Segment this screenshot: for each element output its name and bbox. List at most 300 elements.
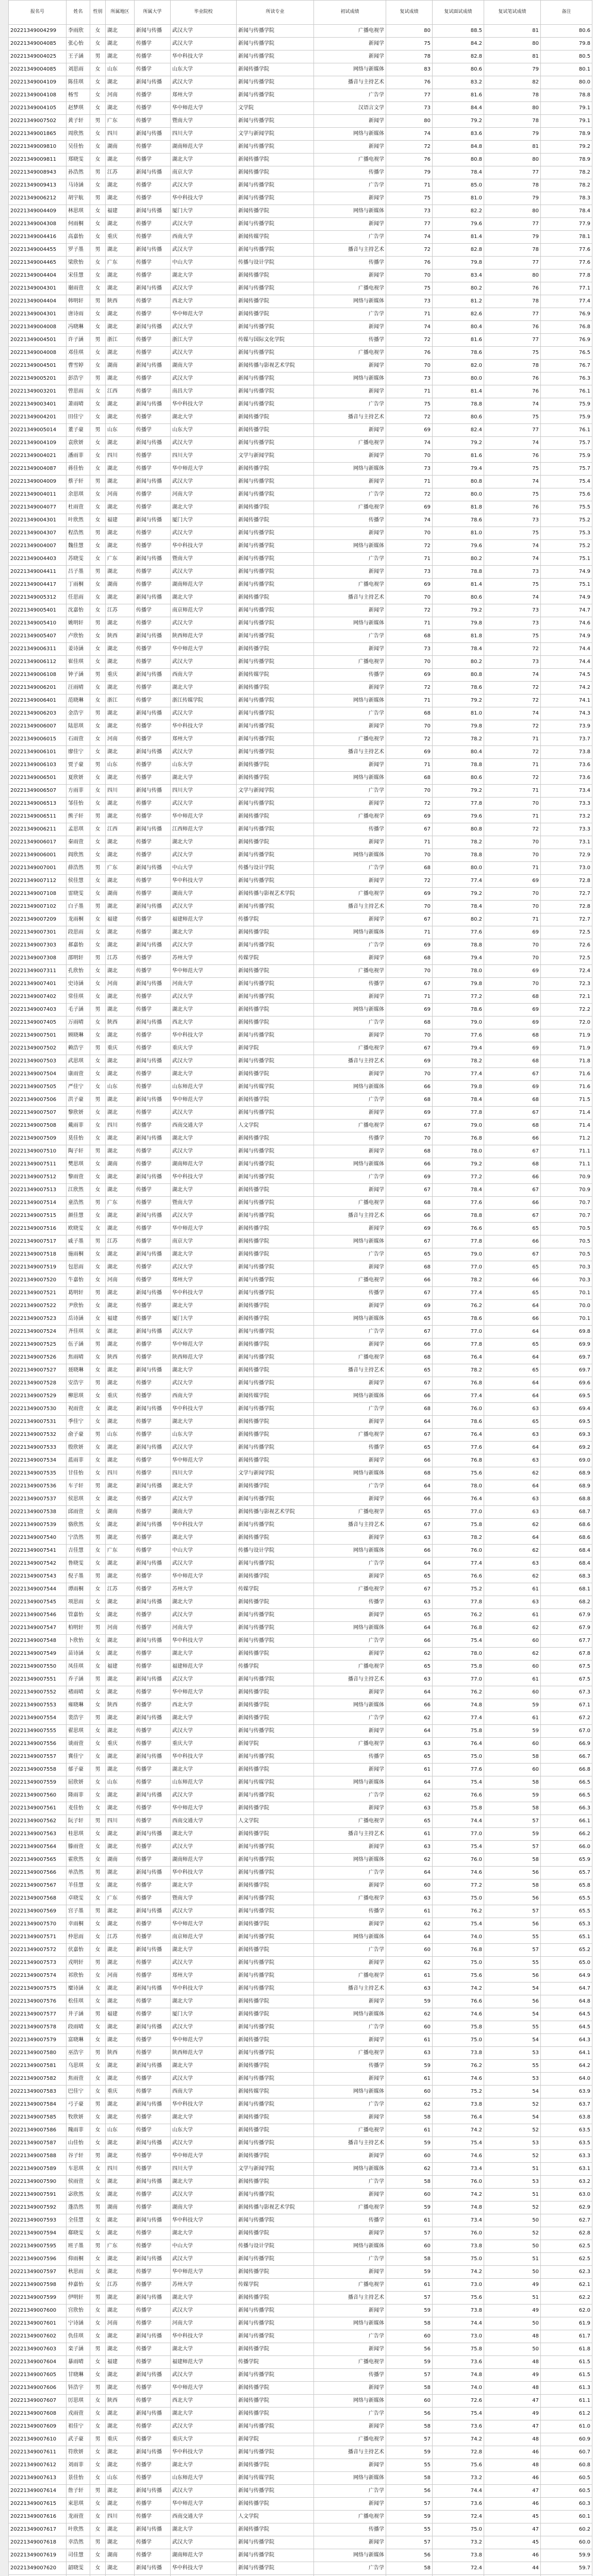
table-cell: 69.6 bbox=[541, 1377, 592, 1390]
table-cell: 85.0 bbox=[433, 179, 484, 192]
table-row bbox=[9, 1583, 592, 1596]
table-cell: 湖北大学 bbox=[171, 1480, 237, 1493]
table-cell: 62.5 bbox=[541, 2240, 592, 2253]
table-cell: 霍欣然 bbox=[67, 1854, 90, 1867]
table-row bbox=[9, 1686, 592, 1699]
table-cell: 72.6 bbox=[541, 939, 592, 952]
table-cell: 传播学 bbox=[135, 656, 171, 669]
table-cell: 20221349007575 bbox=[9, 1982, 67, 1995]
table-cell: 湖北大学 bbox=[171, 501, 237, 514]
table-cell: 50 bbox=[484, 2343, 541, 2356]
table-cell: 史诗涵 bbox=[67, 978, 90, 991]
table-cell: 女 bbox=[90, 991, 106, 1004]
table-cell: 新闻学 bbox=[314, 1145, 386, 1158]
table-cell: 宁诗涵 bbox=[67, 2317, 90, 2330]
table-cell: 81.4 bbox=[433, 385, 484, 398]
table-cell: 59 bbox=[484, 1699, 541, 1712]
table-row bbox=[9, 2369, 592, 2382]
table-row bbox=[9, 965, 592, 978]
table-cell: 77.2 bbox=[433, 1879, 484, 1892]
table-cell: 戴雨菲 bbox=[67, 1120, 90, 1132]
table-cell: 73.6 bbox=[433, 2498, 484, 2511]
table-cell: 洪子豪 bbox=[67, 1094, 90, 1107]
table-cell: 69 bbox=[386, 579, 433, 591]
table-cell: 73 bbox=[484, 566, 541, 579]
table-cell: 75.8 bbox=[433, 1725, 484, 1738]
table-cell: 70.1 bbox=[541, 1313, 592, 1326]
table-cell: 新闻学 bbox=[314, 527, 386, 540]
table-row bbox=[9, 398, 592, 411]
table-cell: 传播学 bbox=[135, 1699, 171, 1712]
table-cell: 68 bbox=[386, 1197, 433, 1210]
table-cell: 75.3 bbox=[541, 527, 592, 540]
table-cell: 女 bbox=[90, 1493, 106, 1506]
table-cell: 新闻与传播 bbox=[135, 862, 171, 875]
table-cell: 武汉大学 bbox=[171, 1145, 237, 1158]
table-cell: 湖北大学 bbox=[171, 1596, 237, 1609]
table-cell: 新闻学 bbox=[314, 2034, 386, 2047]
table-cell: 20221349007537 bbox=[9, 1493, 67, 1506]
table-cell: 73 bbox=[484, 656, 541, 669]
table-cell: 75.0 bbox=[433, 1957, 484, 1970]
table-cell: 湖北 bbox=[106, 2382, 135, 2395]
table-cell: 新闻与传播学院 bbox=[237, 1905, 314, 1918]
table-row bbox=[9, 1609, 592, 1622]
table-cell: 播音与主持艺术 bbox=[314, 76, 386, 89]
table-cell: 20221349007615 bbox=[9, 2498, 67, 2511]
table-row bbox=[9, 2498, 592, 2511]
table-cell: 82.0 bbox=[433, 360, 484, 372]
table-cell: 男 bbox=[90, 2008, 106, 2021]
table-cell: 传播学 bbox=[135, 2047, 171, 2060]
table-cell: 20221349007581 bbox=[9, 2060, 67, 2073]
table-cell: 女 bbox=[90, 1802, 106, 1815]
table-cell: 陕西 bbox=[106, 1351, 135, 1364]
table-cell: 新闻与传播学院 bbox=[237, 2562, 314, 2575]
table-cell: 传播学 bbox=[135, 154, 171, 166]
table-cell: 武汉大学 bbox=[171, 1107, 237, 1120]
table-cell: 70.3 bbox=[541, 1261, 592, 1274]
table-cell: 新闻与传播学院 bbox=[237, 1351, 314, 1364]
table-cell: 新闻传播学院 bbox=[237, 1248, 314, 1261]
table-row bbox=[9, 1029, 592, 1042]
table-cell: 女 bbox=[90, 2330, 106, 2343]
table-cell: 65 bbox=[484, 1287, 541, 1300]
table-cell: 桂思琪 bbox=[67, 1828, 90, 1841]
column-header: 所属大学 bbox=[135, 1, 171, 25]
table-cell: 仇佳琪 bbox=[67, 2330, 90, 2343]
table-cell: 传播学 bbox=[135, 63, 171, 76]
table-row bbox=[9, 1892, 592, 1905]
table-cell: 新闻与传播 bbox=[135, 1673, 171, 1686]
table-row bbox=[9, 1673, 592, 1686]
table-cell: 20221349007001 bbox=[9, 862, 67, 875]
table-cell: 61.7 bbox=[541, 2330, 592, 2343]
table-cell: 新闻学 bbox=[314, 450, 386, 463]
table-cell: 女 bbox=[90, 2523, 106, 2536]
table-cell: 网络与新媒体 bbox=[314, 1699, 386, 1712]
table-cell: 广播电视学 bbox=[314, 2433, 386, 2446]
table-cell: 郁子豪 bbox=[67, 1764, 90, 1776]
table-cell: 传播学 bbox=[135, 759, 171, 772]
table-cell: 女 bbox=[90, 179, 106, 192]
table-cell: 新闻传播学院 bbox=[237, 1944, 314, 1957]
table-cell: 66.7 bbox=[541, 1751, 592, 1764]
table-cell: 苏州大学 bbox=[171, 1583, 237, 1596]
table-cell: 73.6 bbox=[541, 772, 592, 785]
table-cell: 男 bbox=[90, 2382, 106, 2395]
table-cell: 64 bbox=[484, 1442, 541, 1454]
table-cell: 70.5 bbox=[541, 1223, 592, 1235]
table-cell: 四川大学 bbox=[171, 450, 237, 463]
table-cell: 武思琪 bbox=[67, 1055, 90, 1068]
table-cell: 20221349007546 bbox=[9, 1609, 67, 1622]
table-cell: 女 bbox=[90, 347, 106, 360]
table-cell: 新闻学 bbox=[314, 1648, 386, 1660]
table-cell: 河南 bbox=[106, 89, 135, 102]
table-cell: 20221349007553 bbox=[9, 1699, 67, 1712]
table-cell: 20221349006511 bbox=[9, 810, 67, 823]
table-cell: 湖北 bbox=[106, 2189, 135, 2201]
table-cell: 68.8 bbox=[541, 1493, 592, 1506]
table-cell: 55 bbox=[484, 2060, 541, 2073]
table-cell: 新闻学 bbox=[314, 1068, 386, 1081]
table-cell: 70 bbox=[484, 836, 541, 849]
table-cell: 传播学 bbox=[135, 1313, 171, 1326]
table-cell: 新闻传播学院 bbox=[237, 1364, 314, 1377]
table-cell: 20221349007544 bbox=[9, 1583, 67, 1596]
table-cell: 67 bbox=[386, 1042, 433, 1055]
table-cell: 73.4 bbox=[433, 2214, 484, 2227]
table-cell: 80 bbox=[484, 269, 541, 282]
table-cell: 传播学 bbox=[135, 617, 171, 630]
table-cell: 谭雨桐 bbox=[67, 1583, 90, 1596]
table-cell: 传播学 bbox=[314, 1905, 386, 1918]
table-cell: 传播学 bbox=[135, 1235, 171, 1248]
table-cell: 武汉大学 bbox=[171, 25, 237, 38]
table-cell: 73.3 bbox=[541, 823, 592, 836]
table-cell: 湖北 bbox=[106, 1789, 135, 1802]
table-cell: 广播电视学 bbox=[314, 1970, 386, 1982]
table-row bbox=[9, 514, 592, 527]
table-row bbox=[9, 1132, 592, 1145]
table-cell: 麦佳怡 bbox=[67, 1802, 90, 1815]
table-cell: 80.8 bbox=[433, 154, 484, 166]
table-cell: 女 bbox=[90, 682, 106, 694]
table-cell: 女 bbox=[90, 1351, 106, 1364]
table-cell: 新闻学 bbox=[314, 1879, 386, 1892]
table-cell: 山佳怡 bbox=[67, 2137, 90, 2150]
table-cell: 新闻与传播学院 bbox=[237, 1622, 314, 1635]
table-cell: 新闻学 bbox=[314, 321, 386, 334]
table-row bbox=[9, 1995, 592, 2008]
table-cell: 65.3 bbox=[541, 1918, 592, 1931]
table-cell: 新闻传播学院 bbox=[237, 1764, 314, 1776]
table-cell: 20221349007551 bbox=[9, 1673, 67, 1686]
table-cell: 广告学 bbox=[314, 1867, 386, 1879]
table-cell: 74.8 bbox=[433, 2201, 484, 2214]
table-cell: 73.8 bbox=[433, 2304, 484, 2317]
table-cell: 湖北 bbox=[106, 2021, 135, 2034]
table-cell: 卓晓雯 bbox=[67, 1892, 90, 1905]
table-cell: 传播学 bbox=[135, 1145, 171, 1158]
table-cell: 73.2 bbox=[541, 810, 592, 823]
table-cell: 78.8 bbox=[541, 89, 592, 102]
table-cell: 传播学 bbox=[135, 2472, 171, 2485]
table-cell: 74 bbox=[386, 128, 433, 141]
table-cell: 湖北 bbox=[106, 875, 135, 888]
table-cell: 女 bbox=[90, 2227, 106, 2240]
table-cell: 陈佳琪 bbox=[67, 76, 90, 89]
table-cell: 华中师范大学 bbox=[171, 810, 237, 823]
table-cell: 湖北 bbox=[106, 411, 135, 424]
table-cell: 63.5 bbox=[541, 2137, 592, 2150]
table-cell: 79.2 bbox=[433, 694, 484, 707]
table-cell: 女 bbox=[90, 2420, 106, 2433]
table-cell: 73 bbox=[386, 372, 433, 385]
table-cell: 女 bbox=[90, 1557, 106, 1570]
table-cell: 70.9 bbox=[541, 1171, 592, 1184]
table-cell: 男 bbox=[90, 1712, 106, 1725]
table-cell: 70 bbox=[386, 591, 433, 604]
table-row bbox=[9, 1867, 592, 1879]
table-cell: 隗雨菲 bbox=[67, 2124, 90, 2137]
table-cell: 新闻传播学院 bbox=[237, 514, 314, 527]
table-cell: 57 bbox=[386, 2292, 433, 2304]
table-cell: 68.4 bbox=[541, 1557, 592, 1570]
table-cell: 男 bbox=[90, 566, 106, 579]
table-cell: 54 bbox=[484, 2086, 541, 2098]
table-cell: 女 bbox=[90, 2369, 106, 2382]
table-cell: 四川 bbox=[106, 1120, 135, 1132]
table-cell: 78.2 bbox=[433, 1532, 484, 1545]
table-cell: 20221349004201 bbox=[9, 411, 67, 424]
table-row bbox=[9, 205, 592, 218]
table-cell: 65.7 bbox=[541, 1867, 592, 1879]
table-cell: 75 bbox=[386, 282, 433, 295]
table-cell: 83.4 bbox=[433, 269, 484, 282]
table-cell: 20221349004301 bbox=[9, 514, 67, 527]
table-cell: 湖北大学 bbox=[171, 1132, 237, 1145]
table-cell: 新闻学 bbox=[314, 759, 386, 772]
table-cell: 65 bbox=[484, 1364, 541, 1377]
table-cell: 20221349007607 bbox=[9, 2395, 67, 2408]
table-cell: 20221349007593 bbox=[9, 2214, 67, 2227]
column-header: 姓名 bbox=[67, 1, 90, 25]
table-cell: 77 bbox=[484, 334, 541, 347]
table-cell: 女 bbox=[90, 978, 106, 991]
table-cell: 董子豪 bbox=[67, 424, 90, 437]
table-cell: 69.7 bbox=[541, 1364, 592, 1377]
table-cell: 湖北 bbox=[106, 1725, 135, 1738]
table-cell: 新闻与传播学院 bbox=[237, 385, 314, 398]
table-cell: 湖北大学 bbox=[171, 2227, 237, 2240]
table-cell: 江苏 bbox=[106, 2279, 135, 2292]
table-row bbox=[9, 1699, 592, 1712]
table-row bbox=[9, 218, 592, 231]
table-cell: 75.8 bbox=[433, 1660, 484, 1673]
table-cell: 81 bbox=[484, 50, 541, 63]
table-cell: 新闻学 bbox=[314, 1184, 386, 1197]
table-cell: 61.5 bbox=[541, 2369, 592, 2382]
table-cell: 文学与新闻学院 bbox=[237, 1467, 314, 1480]
table-cell: 60 bbox=[484, 1635, 541, 1648]
table-cell: 20221349004411 bbox=[9, 566, 67, 579]
table-cell: 湖北 bbox=[106, 1338, 135, 1351]
table-row bbox=[9, 1171, 592, 1184]
table-cell: 新闻学 bbox=[314, 2498, 386, 2511]
table-row bbox=[9, 2485, 592, 2498]
table-cell: 武汉大学 bbox=[171, 179, 237, 192]
table-cell: 65 bbox=[386, 1506, 433, 1519]
table-cell: 重庆 bbox=[106, 1042, 135, 1055]
table-cell: 西南交通大学 bbox=[171, 1815, 237, 1828]
table-cell: 女 bbox=[90, 1158, 106, 1171]
table-cell: 武汉大学 bbox=[171, 1326, 237, 1338]
table-cell: 52 bbox=[484, 2201, 541, 2214]
table-cell: 传播学 bbox=[135, 257, 171, 269]
table-row bbox=[9, 50, 592, 63]
table-cell: 西南大学 bbox=[171, 231, 237, 244]
table-cell: 新闻与传播学院 bbox=[237, 179, 314, 192]
table-row bbox=[9, 1776, 592, 1789]
table-cell: 72 bbox=[386, 244, 433, 257]
table-cell: 湖北 bbox=[106, 282, 135, 295]
table-cell: 新闻学 bbox=[314, 2459, 386, 2472]
table-cell: 65 bbox=[386, 1364, 433, 1377]
table-row bbox=[9, 617, 592, 630]
table-cell: 女 bbox=[90, 1519, 106, 1532]
table-cell: 65.9 bbox=[541, 1854, 592, 1867]
table-cell: 女 bbox=[90, 1583, 106, 1596]
table-cell: 男 bbox=[90, 2047, 106, 2060]
table-cell: 68 bbox=[386, 1261, 433, 1274]
table-cell: 57 bbox=[386, 2498, 433, 2511]
table-cell: 女 bbox=[90, 450, 106, 463]
table-cell: 新闻传播学院 bbox=[237, 2227, 314, 2240]
table-cell: 75 bbox=[484, 630, 541, 643]
table-cell: 湖北大学 bbox=[171, 1416, 237, 1429]
table-cell: 77.2 bbox=[433, 1171, 484, 1184]
table-cell: 赵梦琪 bbox=[67, 102, 90, 115]
table-cell: 20221349007519 bbox=[9, 1261, 67, 1274]
table-cell: 60 bbox=[386, 2021, 433, 2034]
table-cell: 45 bbox=[484, 2511, 541, 2523]
table-cell: 浙江传媒学院 bbox=[171, 694, 237, 707]
table-row bbox=[9, 888, 592, 901]
table-cell: 66 bbox=[484, 1274, 541, 1287]
table-cell: 蔡子轩 bbox=[67, 476, 90, 488]
table-cell: 女 bbox=[90, 965, 106, 978]
table-cell: 49 bbox=[484, 2304, 541, 2317]
table-cell: 安浩宇 bbox=[67, 1377, 90, 1390]
table-cell: 77.6 bbox=[541, 257, 592, 269]
table-cell: 63 bbox=[386, 1673, 433, 1686]
table-cell: 传播学 bbox=[135, 1390, 171, 1403]
table-row bbox=[9, 1223, 592, 1235]
table-cell: 72.3 bbox=[541, 978, 592, 991]
table-cell: 传播学 bbox=[135, 231, 171, 244]
table-cell: 雍晓琳 bbox=[67, 1699, 90, 1712]
table-cell: 湖北 bbox=[106, 2060, 135, 2073]
table-cell: 46 bbox=[484, 2549, 541, 2562]
table-cell: 传播学 bbox=[135, 1802, 171, 1815]
table-cell: 79 bbox=[484, 63, 541, 76]
table-cell: 传播学 bbox=[135, 991, 171, 1004]
table-cell: 褚雨晴 bbox=[67, 1686, 90, 1699]
table-cell: 华中科技大学 bbox=[171, 2562, 237, 2575]
table-cell: 60 bbox=[386, 2150, 433, 2163]
table-cell: 女 bbox=[90, 540, 106, 553]
table-cell: 女 bbox=[90, 1210, 106, 1223]
table-cell: 81.2 bbox=[433, 295, 484, 308]
table-cell: 70 bbox=[484, 901, 541, 913]
table-row bbox=[9, 862, 592, 875]
table-cell: 女 bbox=[90, 2086, 106, 2098]
table-cell: 20221349007507 bbox=[9, 1107, 67, 1120]
table-cell: 山东 bbox=[106, 1429, 135, 1442]
table-cell: 新闻传播学院 bbox=[237, 269, 314, 282]
table-cell: 73.6 bbox=[433, 2420, 484, 2433]
table-cell: 传播学 bbox=[135, 102, 171, 115]
table-cell: 湖北 bbox=[106, 398, 135, 411]
table-cell: 20221349007595 bbox=[9, 2240, 67, 2253]
table-cell: 女 bbox=[90, 128, 106, 141]
table-cell: 钭浩宇 bbox=[67, 2382, 90, 2395]
table-cell: 湖北 bbox=[106, 2562, 135, 2575]
table-cell: 75.2 bbox=[433, 2086, 484, 2098]
table-cell: 传播学 bbox=[135, 1300, 171, 1313]
table-cell: 75.4 bbox=[433, 1918, 484, 1931]
table-cell: 湖北 bbox=[106, 1068, 135, 1081]
table-cell: 广播电视学 bbox=[314, 501, 386, 514]
table-cell: 女 bbox=[90, 1055, 106, 1068]
table-cell: 传播学 bbox=[135, 2163, 171, 2176]
table-cell: 男 bbox=[90, 1622, 106, 1635]
table-cell: 新闻传媒学院 bbox=[237, 231, 314, 244]
table-cell: 女 bbox=[90, 1107, 106, 1120]
table-cell: 20221349006017 bbox=[9, 836, 67, 849]
table-cell: 64.1 bbox=[541, 2047, 592, 2060]
table-cell: 男 bbox=[90, 1042, 106, 1055]
table-cell: 65 bbox=[386, 1570, 433, 1583]
table-row bbox=[9, 553, 592, 566]
table-cell: 69 bbox=[484, 875, 541, 888]
table-cell: 76.4 bbox=[433, 1493, 484, 1506]
table-cell: 湖南师范大学 bbox=[171, 579, 237, 591]
table-cell: 女 bbox=[90, 836, 106, 849]
table-cell: 77.6 bbox=[433, 926, 484, 939]
table-cell: 华中科技大学 bbox=[171, 1635, 237, 1648]
table-cell: 新闻与传播学院 bbox=[237, 1326, 314, 1338]
table-cell: 广告学 bbox=[314, 1557, 386, 1570]
table-cell: 78.1 bbox=[541, 231, 592, 244]
table-cell: 广东 bbox=[106, 1892, 135, 1905]
table-cell: 新闻传播学院 bbox=[237, 1016, 314, 1029]
table-cell: 女 bbox=[90, 2549, 106, 2562]
table-cell: 湖北 bbox=[106, 1364, 135, 1377]
table-cell: 谢雨萱 bbox=[67, 282, 90, 295]
table-cell: 新闻与传播学院 bbox=[237, 2536, 314, 2549]
table-cell: 63 bbox=[386, 1892, 433, 1905]
table-cell: 75.8 bbox=[433, 2343, 484, 2356]
table-cell: 武汉大学 bbox=[171, 527, 237, 540]
row-number-gutter bbox=[0, 0, 9, 2576]
table-cell: 58 bbox=[386, 2111, 433, 2124]
table-cell: 女 bbox=[90, 2356, 106, 2369]
table-cell: 卜欣怡 bbox=[67, 1635, 90, 1648]
table-row bbox=[9, 372, 592, 385]
